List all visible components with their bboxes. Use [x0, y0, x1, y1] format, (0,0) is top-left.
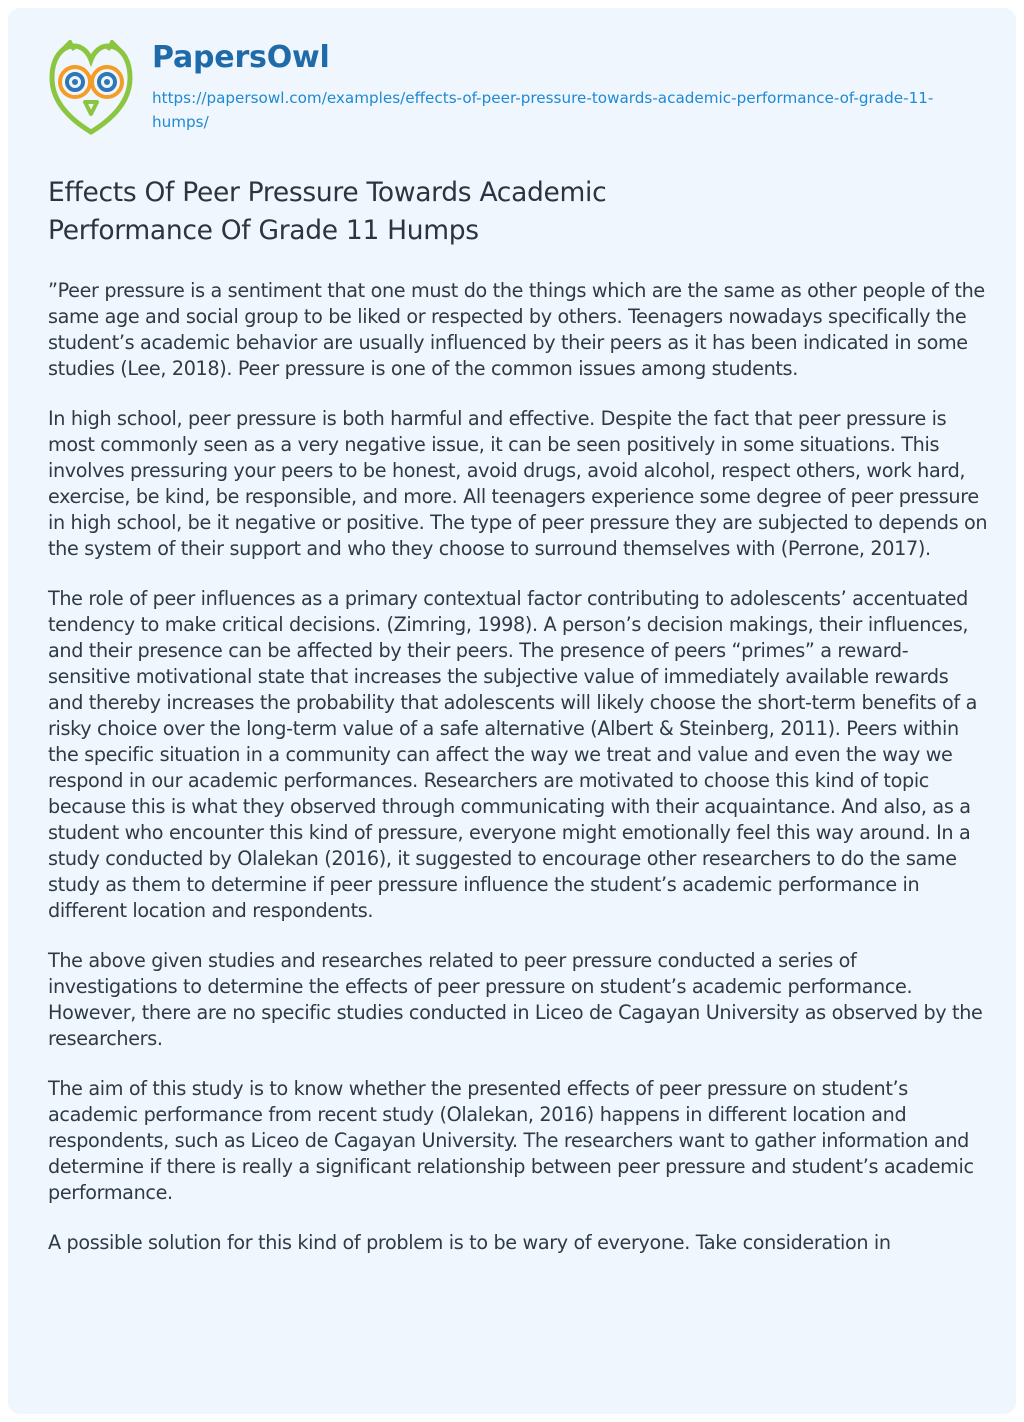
paragraph: A possible solution for this kind of problem is to be wary of everyone. Take consideration in — [48, 1231, 891, 1254]
source-url-link[interactable]: https://papersowl.com/examples/effects-of-peer-pressure-towards-academic-performance-of-grade-11-humps/ — [152, 89, 934, 131]
paragraph: The above given studies and researches related to peer pressure conducted a series of investigations to determine the effects of peer pressure on student’s academic performance. However, there are no specific studies conducted in Liceo de Cagayan University as observed by the researchers. — [48, 949, 983, 1050]
paragraph: The role of peer influences as a primary contextual factor contributing to adolescents’ accentuated tendency to make critical decisions. (Zimring, 1998). A person’s decision makings, their influences, and their presence can be affected by their peers. The presence of peers “primes” a reward-sensitive motivational state that increases the subjective value of immediately available rewards and thereby increases the probability that adolescents will likely choose the short-term benefits of a risky choice over the long-term value of a safe alternative (Albert & Steinberg, 2011). Peers within the specific situation in a community can affect the way we treat and value and even the way we respond in our academic performances. Researchers are motivated to choose this kind of topic because this is what they observed through communicating with their acquaintance. And also, as a student who encounter this kind of pressure, everyone might emotionally feel this way around. In a study conducted by Olalekan (2016), it suggested to encourage other researchers to do the same study as them to determine if peer pressure influence the student’s academic performance in different location and respondents. — [48, 587, 977, 922]
owl-logo-icon — [48, 40, 134, 136]
article-title: Effects Of Peer Pressure Towards Academic Performance Of Grade 11 Humps — [48, 177, 607, 246]
brand-name[interactable]: PapersOwl — [152, 40, 330, 75]
article-body — [48, 278, 988, 1280]
paragraph: The aim of this study is to know whether the presented effects of peer pressure on student’s academic performance from recent study (Olalekan, 2016) happens in different location and respondents, such as Liceo de Cagayan University. The researchers want to gather information and determine if there is really a significant relationship between peer pressure and student’s academic performance. — [48, 1077, 974, 1204]
document-header — [48, 38, 988, 168]
paragraph: ”Peer pressure is a sentiment that one must do the things which are the same as other people of the same age and social group to be liked or respected by others. Teenagers nowadays specifically the student’s academic behavior are usually influenced by their peers as it has been indicated in some studies (Lee, 2018). Peer pressure is one of the common issues among students. — [48, 279, 985, 380]
paragraph: In high school, peer pressure is both harmful and effective. Despite the fact that peer pressure is most commonly seen as a very negative issue, it can be seen positively in some situations. This involves pressuring your peers to be honest, avoid drugs, avoid alcohol, respect others, work hard, exercise, be kind, be responsible, and more. All teenagers experience some degree of peer pressure in high school, be it negative or positive. The type of peer pressure they are subjected to depends on the system of their support and who they choose to surround themselves with (Perrone, 2017). — [48, 407, 988, 560]
document-card — [8, 8, 1016, 1414]
